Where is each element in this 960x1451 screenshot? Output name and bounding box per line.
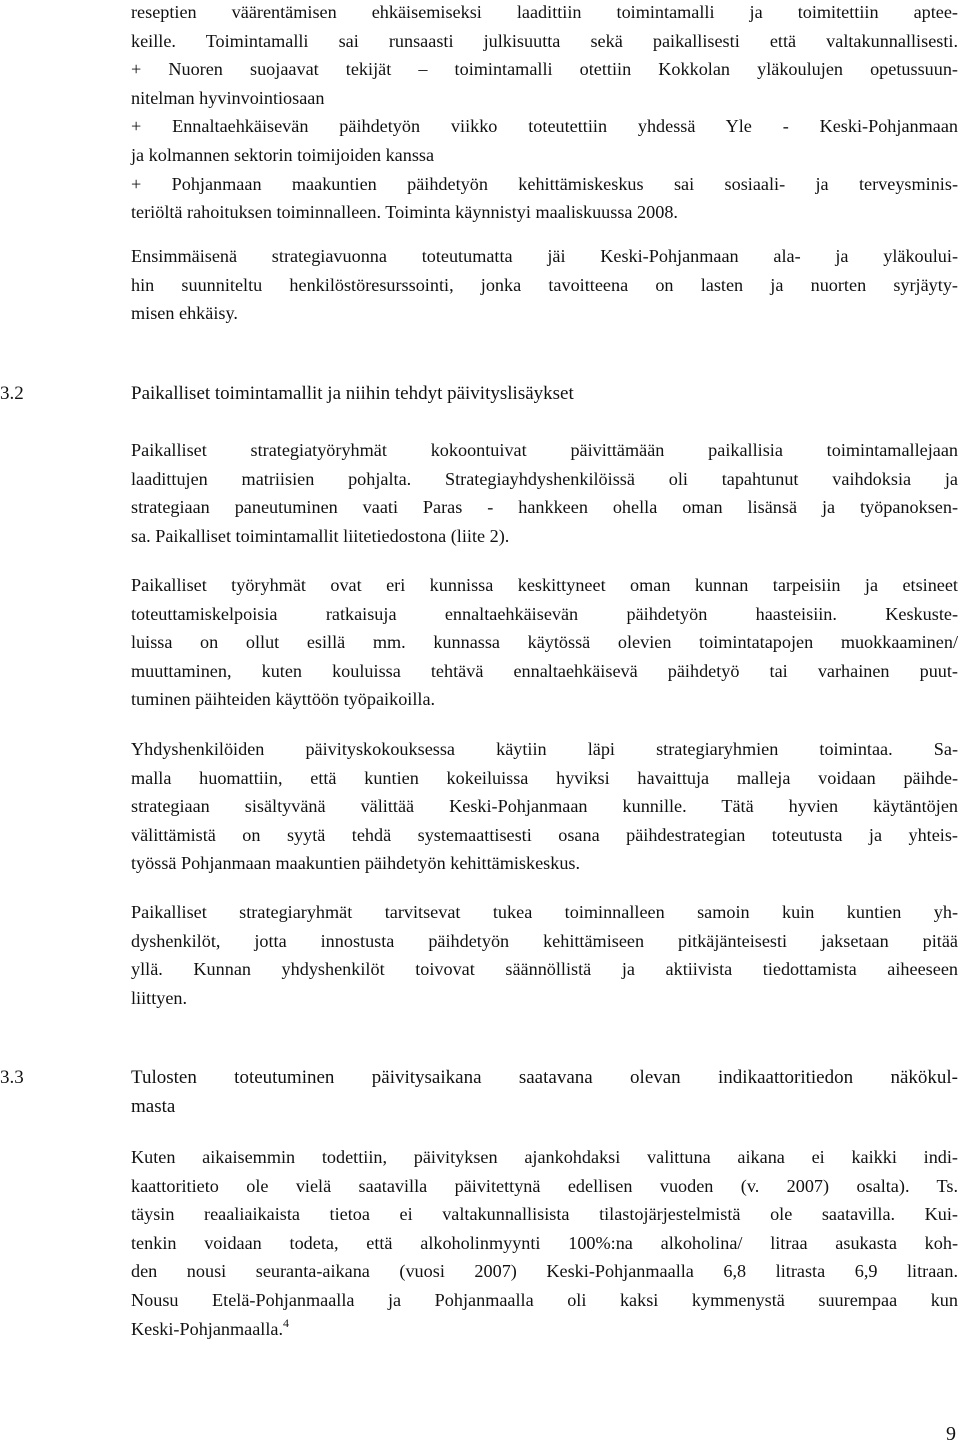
heading-line: Tulosten toteutuminen päivitysaikana saatavana olevan indikaattoritiedon näkökul- bbox=[131, 1067, 958, 1088]
text-line: den nousi seuranta-aikana (vuosi 2007) Keski-Pohjanmaalla 6,8 litrasta 6,9 litraan. bbox=[131, 1261, 958, 1282]
text-line: liittyen. bbox=[131, 987, 188, 1008]
text-line: nitelman hyvinvointiosaan bbox=[131, 87, 325, 108]
text-line: teriöltä rahoituksen toiminnalleen. Toiminta käynnistyi maaliskuussa 2008. bbox=[131, 202, 678, 223]
page-number: 9 bbox=[946, 1423, 956, 1445]
top-text-block bbox=[131, 0, 958, 227]
text-line: Paikalliset työryhmät ovat eri kunnissa keskittyneet oman kunnan tarpeisiin ja etsineet bbox=[131, 575, 958, 595]
text-line: yllä. Kunnan yhdyshenkilöt toivovat säännöllistä ja aktiivista tiedottamista aiheeseen bbox=[131, 959, 958, 980]
text-line: luissa on ollut esillä mm. kunnassa käytössä olevien toimintatapojen muokkaaminen/ bbox=[131, 632, 958, 653]
text-line: dyshenkilöt, jotta innostusta päihdetyön kehittämiseen pitkäjänteisesti jaksetaan pitää bbox=[131, 930, 958, 951]
text-line: malla huomattiin, että kuntien kokeiluissa hyviksi havaittuja malleja voidaan päihde- bbox=[131, 767, 958, 788]
section-paragraph bbox=[131, 1143, 958, 1343]
text-line: hin suunniteltu henkilöstöresurssointi, jonka tavoitteena on lasten ja nuorten syrjäyty- bbox=[131, 274, 958, 295]
text-line: kaattoritieto ole vielä saatavilla päivitettynä edellisen vuoden (v. 2007) osalta). Ts. bbox=[131, 1175, 958, 1196]
text-line: Paikalliset strategiaryhmät tarvitsevat tukea toiminnalleen samoin kuin kuntien yh- bbox=[131, 902, 958, 922]
text-line: työssä Pohjanmaan maakuntien päihdetyön kehittämiskeskus. bbox=[131, 853, 581, 874]
text-line: + Ennaltaehkäisevän päihdetyön viikko toteutettiin yhdessä Yle - Keski-Pohjanmaan bbox=[131, 116, 958, 137]
text-line: Yhdyshenkilöiden päivityskokouksessa käytiin läpi strategiaryhmien toimintaa. Sa- bbox=[131, 739, 958, 759]
text-line: Kuten aikaisemmin todettiin, päivityksen ajankohdaksi valittuna aikana ei kaikki indi- bbox=[131, 1147, 958, 1167]
text-line: Paikalliset strategiatyöryhmät kokoontuivat päivittämään paikallisia toimintamallejaan bbox=[131, 440, 958, 460]
text-line: toteuttamiskelpoisia ratkaisuja ennaltaehkäisevän päihdetyön haasteisiin. Keskuste- bbox=[131, 603, 958, 624]
footnote-ref[interactable]: 4 bbox=[283, 1315, 290, 1330]
text-line: strategiaan sisältyvänä välittää Keski-Pohjanmaan kunnille. Tätä hyvien käytäntöjen bbox=[131, 796, 958, 817]
text-line: reseptien väärentämisen ehkäisemiseksi laadittiin toimintamalli ja toimitettiin aptee- bbox=[131, 2, 958, 22]
text-line-with-footnote bbox=[131, 1315, 958, 1344]
text-line: Keski-Pohjanmaalla. bbox=[131, 1318, 284, 1339]
section-paragraph bbox=[131, 436, 958, 550]
heading-line: masta bbox=[131, 1095, 176, 1117]
text-line: välittämistä on syytä tehdä systemaattisesti osana päihdestrategian toteutusta ja yhteis- bbox=[131, 824, 958, 845]
section-number: 3.3 bbox=[0, 1067, 24, 1088]
text-line: sa. Paikalliset toimintamallit liitetiedostona (liite 2). bbox=[131, 525, 510, 546]
text-line: tuminen päihteiden käyttöön työpaikoilla. bbox=[131, 689, 436, 710]
text-line: strategiaan paneutuminen vaati Paras - hankkeen ohella oman lisänsä ja työpanoksen- bbox=[131, 497, 958, 518]
paragraph-first-year bbox=[131, 242, 958, 328]
section-heading bbox=[131, 1064, 958, 1121]
section-paragraph bbox=[131, 898, 958, 1012]
section-paragraph bbox=[131, 735, 958, 878]
text-line: Ensimmäisenä strategiavuonna toteutumatta jäi Keski-Pohjanmaan ala- ja yläkoului- bbox=[131, 246, 958, 266]
section-heading: Paikalliset toimintamallit ja niihin tehdyt päivityslisäykset bbox=[131, 383, 574, 404]
text-line: + Pohjanmaan maakuntien päihdetyön kehittämiskeskus sai sosiaali- ja terveysminis- bbox=[131, 173, 958, 194]
text-line: täysin reaaliaikaista tietoa ei valtakunnallisista tilastojärjestelmistä ole saatavilla. Kui- bbox=[131, 1204, 958, 1225]
text-line: + Nuoren suojaavat tekijät – toimintamalli otettiin Kokkolan yläkoulujen opetussuun- bbox=[131, 59, 958, 80]
section-paragraph bbox=[131, 571, 958, 714]
text-line: tenkin voidaan todeta, että alkoholinmyynti 100%:na alkoholina/ litraa asukasta koh- bbox=[131, 1232, 958, 1253]
text-line: keille. Toimintamalli sai runsaasti julkisuutta sekä paikallisesti että valtakunnallisesti. bbox=[131, 30, 958, 51]
text-line: ja kolmannen sektorin toimijoiden kanssa bbox=[131, 144, 435, 165]
text-line: misen ehkäisy. bbox=[131, 303, 238, 324]
text-line: laadittujen matriisien pohjalta. Strategiayhdyshenkilöissä oli tapahtunut vaihdoksia ja bbox=[131, 468, 958, 489]
section-number: 3.2 bbox=[0, 383, 24, 404]
text-line: muuttaminen, kuten kouluissa tehtävä ennaltaehkäisevä päihdetyö tai varhainen puut- bbox=[131, 660, 958, 681]
text-line: Nousu Etelä-Pohjanmaalla ja Pohjanmaalla oli kaksi kymmenystä suurempaa kun bbox=[131, 1289, 958, 1310]
